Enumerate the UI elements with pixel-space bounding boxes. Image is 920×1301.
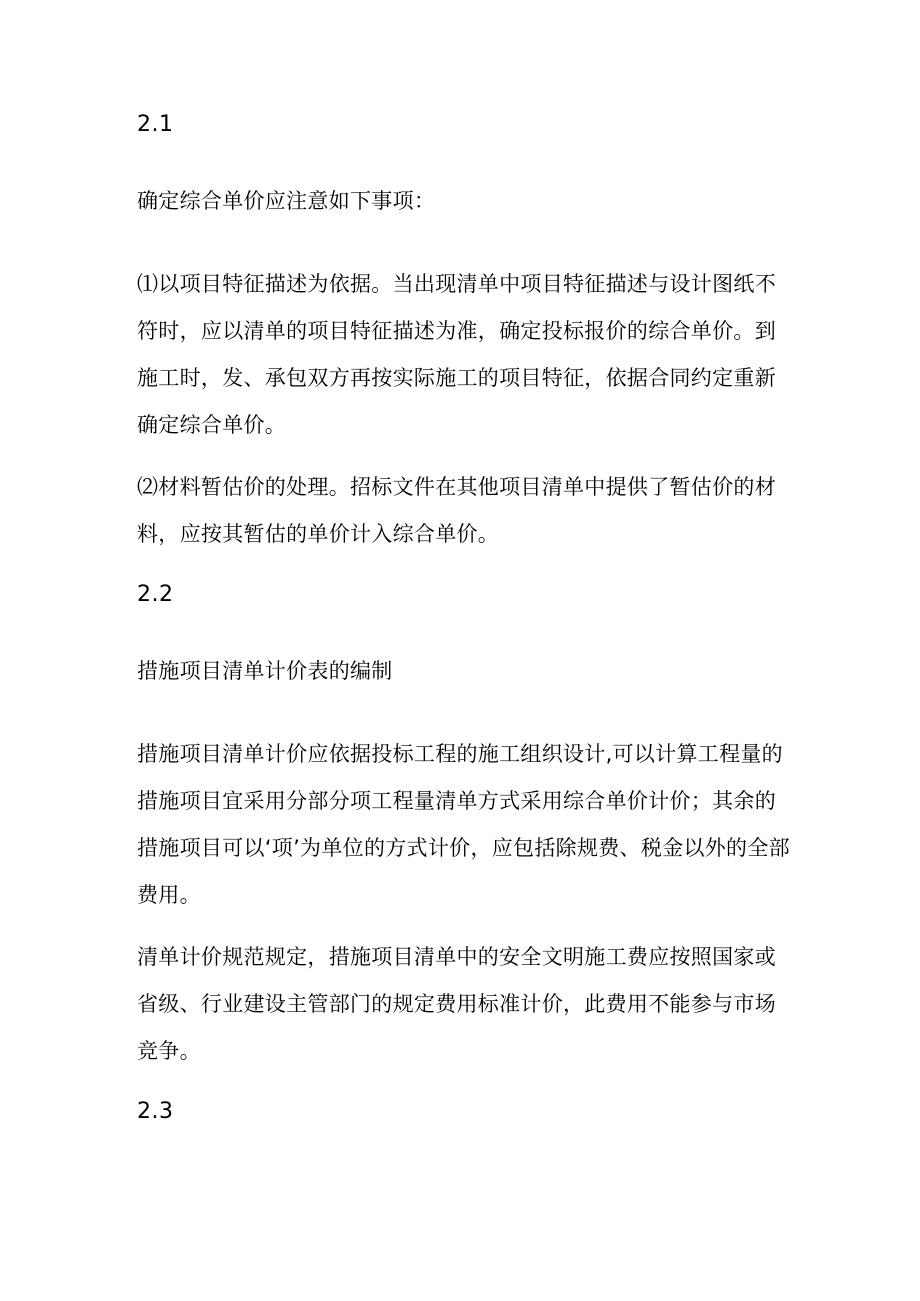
section-number-2-2: 2.2 bbox=[137, 582, 174, 607]
paragraph-measures: 措施项目清单计价应依据投标工程的施工组织设计,可以计算工程量的措施项目宜采用分部分项工程量清单方式采用综合单价计价；其余的措施项目可以‘项’为单位的方式计价，应包括除规费、税金以外的全部费用。 bbox=[137, 742, 790, 907]
section-title: 措施项目清单计价表的编制 bbox=[137, 659, 393, 683]
document-body bbox=[137, 108, 797, 1165]
paragraph-intro: 确定综合单价应注意如下事项： bbox=[137, 189, 436, 213]
paragraph-item-2: ⑵材料暂估价的处理。招标文件在其他项目清单中提供了暂估价的材料，应按其暂估的单价计入综合单价。 bbox=[137, 475, 776, 546]
section-number-2-3: 2.3 bbox=[137, 1099, 174, 1124]
section-number-2-1: 2.1 bbox=[137, 112, 174, 137]
paragraph-item-1: ⑴以项目特征描述为依据。当出现清单中项目特征描述与设计图纸不符时，应以清单的项目特征描述为准，确定投标报价的综合单价。到施工时，发、承包双方再按实际施工的项目特征，依据合同约定重新确定综合单价。 bbox=[137, 272, 776, 437]
paragraph-safety-fee: 清单计价规范规定，措施项目清单中的安全文明施工费应按照国家或省级、行业建设主管部门的规定费用标准计价，此费用不能参与市场竞争。 bbox=[137, 945, 776, 1063]
